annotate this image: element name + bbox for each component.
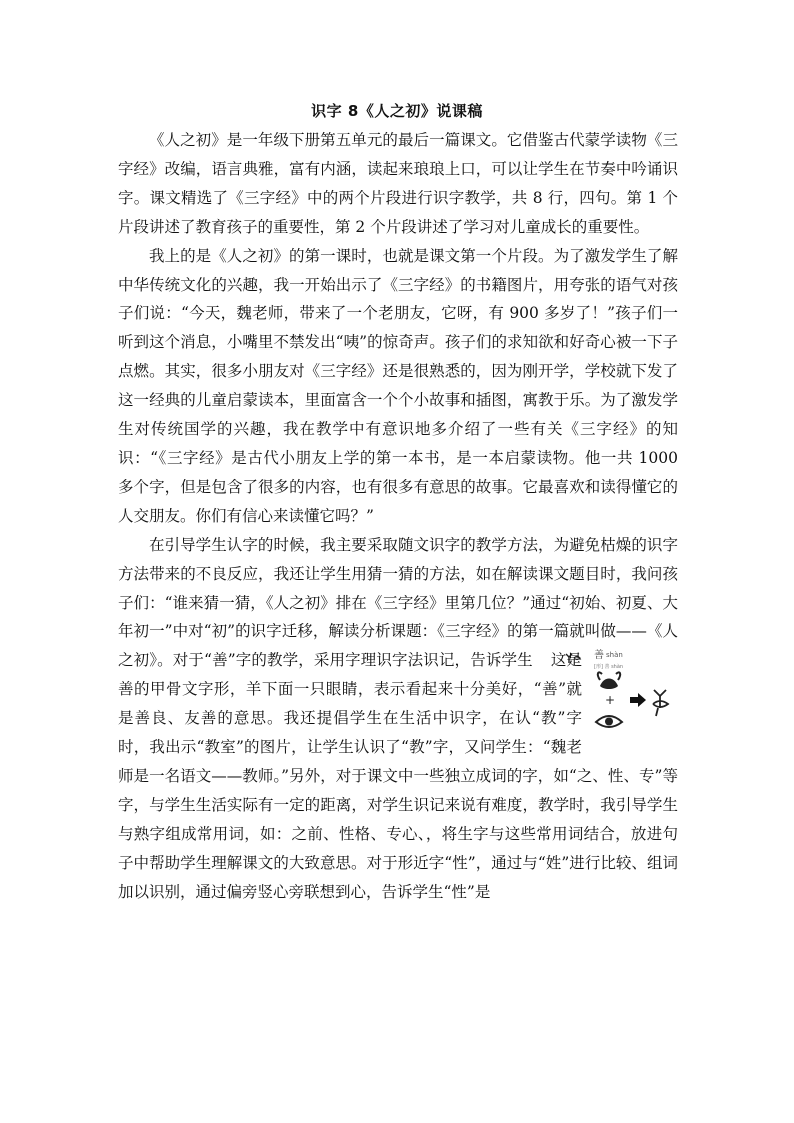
paragraph-3-text: 在引导学生认字的时候，我主要采取随文识字的教学方法，为避免枯燥的识字方法带来的不良反应，我还让学生用猜一猜的方法，如在解读课文题目时，我问孩子们：“谁来猜一猜，《人之初》排在《三字经》里第几位？”通过“初始、初夏、大年初一”中对“初”的识字迁移，解读分析课题：《三字经》的第一篇就叫做——《人之初》。 (118, 535, 678, 670)
paragraph-1: 《人之初》是一年级下册第五单元的最后一篇课文。它借鉴古代蒙学读物《三字经》改编，语言典雅，富有内涵，读起来琅琅上口，可以让学生在节奏中吟诵识字。课文精选了《三字经》中的两个片段进行识字教学，共 8 行，四句。第 1 个片段讲述了教育孩子的重要性，第 2 个片段讲述了学习对儿童成长的重要性。 (118, 131, 678, 236)
float-text-part-2: 这是善的甲骨文字形，羊下面一只眼睛，表示看起来十分美好，“善”就是善良、友善的意思。我还提倡学生在生活中识字， (118, 651, 582, 728)
paragraph-2: 我上的是《人之初》的第一课时，也就是课文第一个片段。为了激发学生了解中华传统文化的兴趣，我一开始出示了《三字经》的书籍图片，用夸张的语气对孩子们说：“今天，魏老师，带来了一个老朋友，它呀，有 900 多岁了！”孩子们一听到这个消息，小嘴里不禁发出“咦”的惊奇声。孩子们的求知欲和好奇心被一下子点燃。其实，很多小朋友对《三字经》还是很熟悉的，因为刚开学，学校就下发了这一经典的儿童启蒙读本，里面富含一个个小故事和插图，寓教于乐。为了激发学生对传统国学的兴趣，我在教学中有意识地多介绍了一些有关《三字经》的知识：“《三字经》是古代小朋友上学的第一本书，是一本启蒙读物。他一共 1000 多个字，但是包含了很多的内容，也有很多有意思的故事。它最喜欢和读得懂它的人交朋友。你们有信心来读懂它吗？” (118, 246, 678, 525)
plus-icon: + (605, 693, 616, 708)
inline-oracle-glyph (533, 647, 551, 661)
figure-header-glyph: 善 (594, 650, 604, 662)
figure-caption: [形] 善 shàn (594, 664, 624, 671)
shan-character-evolution-image (590, 646, 678, 738)
oracle-bone-figure (590, 646, 678, 738)
float-text-part-1: 对于“善”字的教学，采用字理识字法识记，告诉学生 (172, 651, 533, 670)
paragraph-3 (118, 531, 678, 907)
figure-pinyin: shàn (606, 651, 623, 660)
continuation-text: 在认“教”字时，我出示“教室”的图片，让学生认识了“教”字，又问学生：“魏老师是一名语文——教师。”另外，对于课文中一些独立成词的字，如“之、性、专”等字，与学生生活实际有一定的距离，对学生识记来说有难度，教学时，我引导学生与熟字组成常用词，如：之前、性格、专心、，将生字与这些常用词结合，放进句子中帮助学生理解课文的大致意思。对于形近字“性”，通过与“姓”进行比较、组词加以识别，通过偏旁竖心旁联想到心，告诉学生“性”是 (118, 709, 678, 901)
document-title: 识字 8《人之初》说课稿 (311, 102, 483, 120)
document-body (118, 126, 678, 906)
